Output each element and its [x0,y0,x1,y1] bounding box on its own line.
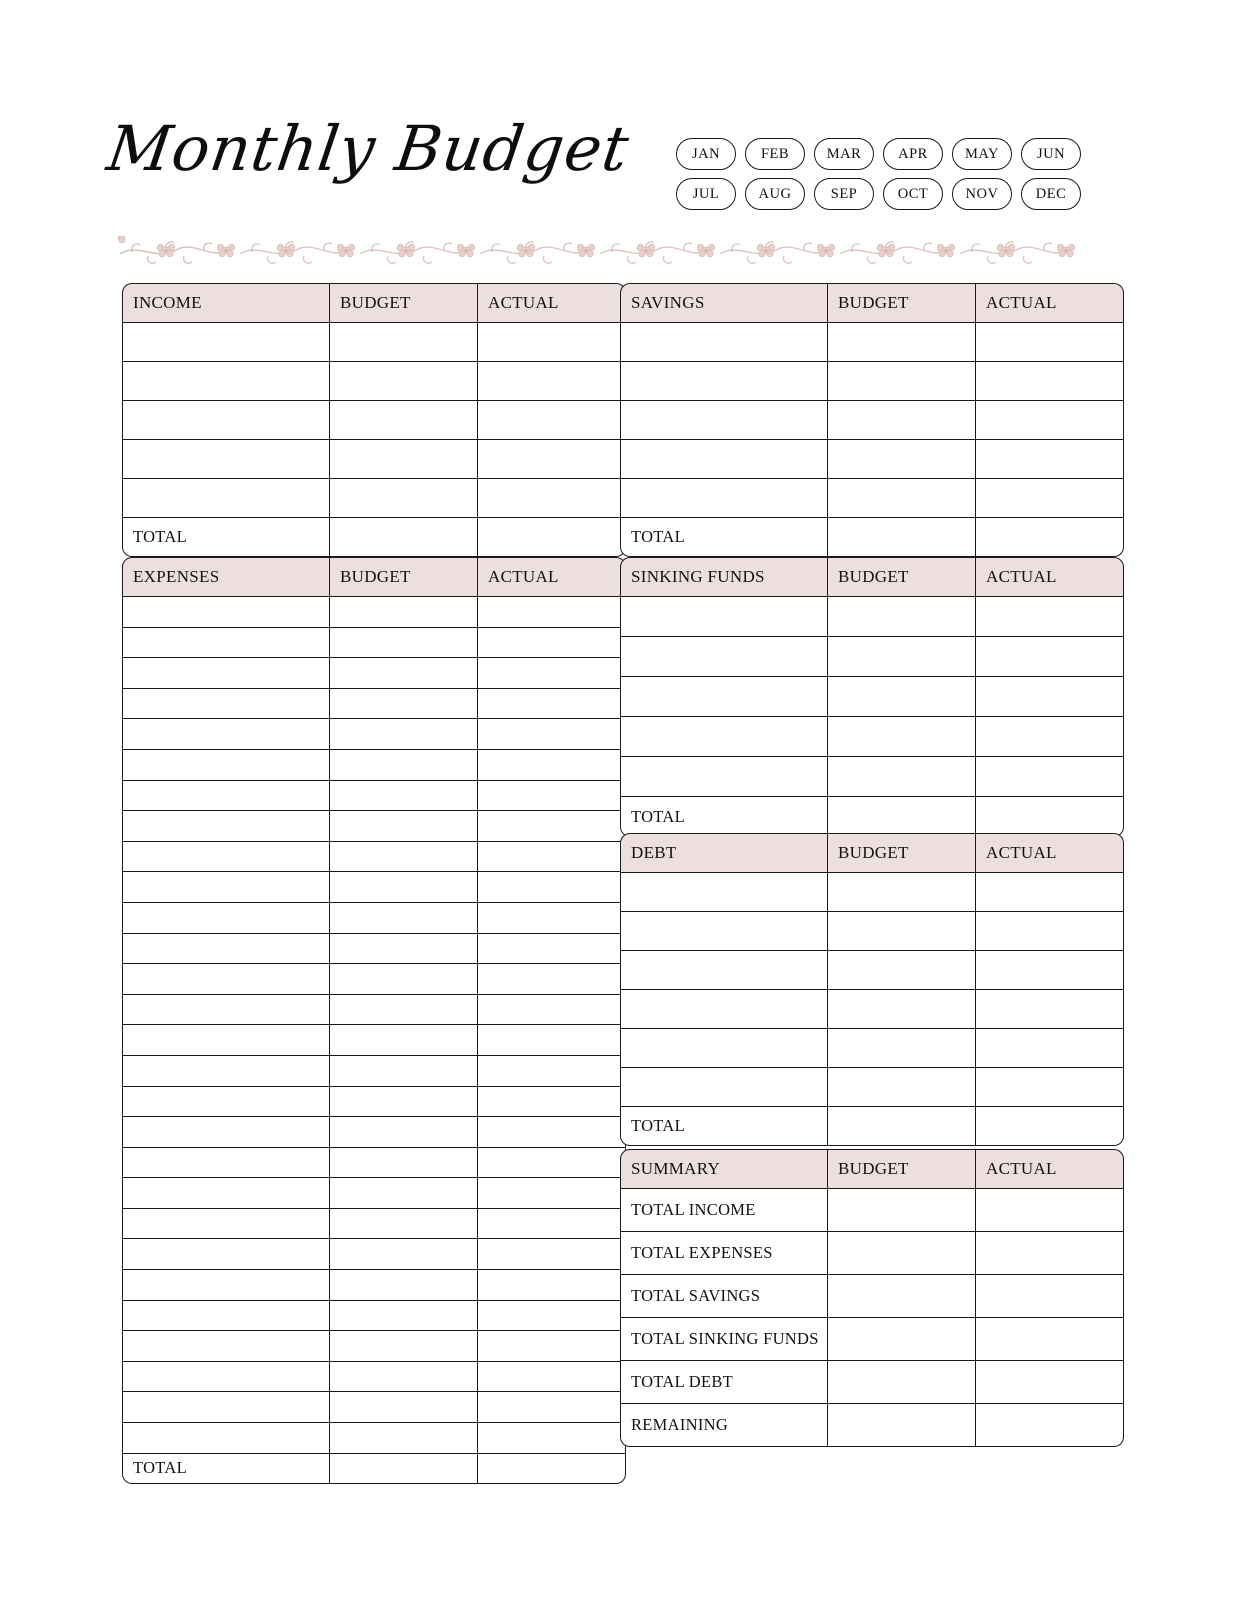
entry-budget-cell[interactable] [828,1029,976,1068]
summary-row [620,1318,1124,1361]
total-budget-cell[interactable] [828,518,976,557]
summary-row [620,1232,1124,1275]
income-table [122,283,592,557]
total-label: TOTAL [122,1454,330,1485]
entry-label-cell[interactable] [122,1270,330,1301]
total-budget-cell[interactable] [828,797,976,837]
table-row [122,719,626,750]
month-selector[interactable] [676,138,1096,218]
table-row [122,1056,626,1087]
total-label: TOTAL [620,1107,828,1146]
entry-actual-cell[interactable] [478,750,626,781]
entry-actual-cell[interactable] [478,1239,626,1270]
sinking-funds-rows [620,597,1124,837]
entry-label-cell[interactable] [620,637,828,677]
entry-budget-cell[interactable] [330,964,478,995]
entry-actual-cell[interactable] [478,597,626,628]
entry-label-cell[interactable] [122,934,330,965]
entry-budget-cell[interactable] [330,323,478,362]
entry-label-cell[interactable] [122,995,330,1026]
table-row [122,1178,626,1209]
entry-actual-cell[interactable] [478,401,626,440]
summary-budget-cell[interactable] [828,1318,976,1361]
entry-budget-cell[interactable] [330,1331,478,1362]
column-header-budget: BUDGET [828,283,976,323]
table-row [620,401,1124,440]
column-header-actual: ACTUAL [976,557,1124,597]
table-row [620,440,1124,479]
summary-row-label: TOTAL DEBT [620,1361,828,1404]
column-header-actual: ACTUAL [976,283,1124,323]
table-row [620,912,1124,951]
table-row [620,323,1124,362]
table-row [620,637,1124,677]
column-header-actual: ACTUAL [976,1149,1124,1189]
table-row [122,1331,626,1362]
entry-label-cell[interactable] [122,658,330,689]
entry-budget-cell[interactable] [330,1087,478,1118]
total-budget-cell[interactable] [330,518,478,557]
total-row [122,1454,626,1485]
summary-row-label: TOTAL SINKING FUNDS [620,1318,828,1361]
entry-actual-cell[interactable] [478,689,626,720]
entry-label-cell[interactable] [122,1331,330,1362]
entry-actual-cell[interactable] [976,717,1124,757]
column-header-actual: ACTUAL [478,283,626,323]
entry-budget-cell[interactable] [330,440,478,479]
total-budget-cell[interactable] [330,1454,478,1485]
page-title: Monthly Budget [102,112,634,185]
entry-label-cell[interactable] [122,1148,330,1179]
summary-row-label: REMAINING [620,1404,828,1447]
savings-title: SAVINGS [620,283,828,323]
entry-budget-cell[interactable] [330,934,478,965]
entry-label-cell[interactable] [620,479,828,518]
entry-budget-cell[interactable] [828,597,976,637]
entry-actual-cell[interactable] [478,934,626,965]
table-row [122,1301,626,1332]
table-row [122,903,626,934]
entry-label-cell[interactable] [620,990,828,1029]
summary-actual-cell[interactable] [976,1189,1124,1232]
expenses-rows [122,597,626,1484]
summary-actual-cell[interactable] [976,1318,1124,1361]
entry-actual-cell[interactable] [976,401,1124,440]
entry-budget-cell[interactable] [828,440,976,479]
entry-label-cell[interactable] [122,628,330,659]
month-chip-sep[interactable]: SEP [814,178,874,210]
entry-budget-cell[interactable] [330,781,478,812]
entry-actual-cell[interactable] [976,597,1124,637]
entry-label-cell[interactable] [122,323,330,362]
summary-row [620,1189,1124,1232]
expenses-title: EXPENSES [122,557,330,597]
table-row [122,1392,626,1423]
entry-actual-cell[interactable] [478,811,626,842]
entry-actual-cell[interactable] [478,628,626,659]
entry-label-cell[interactable] [122,1362,330,1393]
entry-actual-cell[interactable] [478,323,626,362]
summary-row-label: TOTAL EXPENSES [620,1232,828,1275]
entry-label-cell[interactable] [122,750,330,781]
column-header-budget: BUDGET [828,557,976,597]
entry-label-cell[interactable] [122,1301,330,1332]
summary-row-label: TOTAL SAVINGS [620,1275,828,1318]
entry-budget-cell[interactable] [330,872,478,903]
entry-actual-cell[interactable] [478,842,626,873]
sinking-funds-table [620,557,1090,837]
table-row [620,757,1124,797]
entry-actual-cell[interactable] [478,1148,626,1179]
table-row [122,750,626,781]
table-header-row [620,557,1124,597]
total-row [620,518,1124,557]
sinking-funds-title: SINKING FUNDS [620,557,828,597]
entry-budget-cell[interactable] [330,1423,478,1454]
entry-label-cell[interactable] [620,677,828,717]
entry-budget-cell[interactable] [828,637,976,677]
table-row [122,964,626,995]
entry-label-cell[interactable] [122,1392,330,1423]
summary-actual-cell[interactable] [976,1232,1124,1275]
entry-label-cell[interactable] [122,1178,330,1209]
month-chip-jun[interactable]: JUN [1021,138,1081,170]
page-header [0,0,1236,230]
income-rows [122,323,626,557]
summary-budget-cell[interactable] [828,1275,976,1318]
summary-row [620,1404,1124,1447]
entry-actual-cell[interactable] [478,362,626,401]
entry-label-cell[interactable] [122,872,330,903]
table-row [122,1270,626,1301]
entry-actual-cell[interactable] [976,362,1124,401]
table-row [122,872,626,903]
table-row [122,1117,626,1148]
entry-budget-cell[interactable] [828,951,976,990]
entry-actual-cell[interactable] [478,1331,626,1362]
entry-budget-cell[interactable] [828,401,976,440]
table-row [122,842,626,873]
entry-label-cell[interactable] [122,1087,330,1118]
table-row [122,1423,626,1454]
total-row [620,1107,1124,1146]
month-chip-mar[interactable]: MAR [814,138,874,170]
entry-label-cell[interactable] [122,1423,330,1454]
entry-label-cell[interactable] [122,1239,330,1270]
entry-label-cell[interactable] [122,597,330,628]
total-actual-cell[interactable] [976,1107,1124,1146]
month-row-2 [676,178,1096,210]
entry-actual-cell[interactable] [478,1117,626,1148]
table-row [122,1025,626,1056]
summary-row [620,1361,1124,1404]
total-label: TOTAL [620,797,828,837]
entry-budget-cell[interactable] [330,1392,478,1423]
table-row [122,597,626,628]
table-row [122,1087,626,1118]
debt-table [620,833,1090,1146]
total-budget-cell[interactable] [828,1107,976,1146]
entry-label-cell[interactable] [122,689,330,720]
entry-actual-cell[interactable] [478,1362,626,1393]
entry-budget-cell[interactable] [330,811,478,842]
month-chip-aug[interactable]: AUG [745,178,805,210]
entry-budget-cell[interactable] [330,750,478,781]
entry-label-cell[interactable] [620,597,828,637]
entry-label-cell[interactable] [122,362,330,401]
summary-actual-cell[interactable] [976,1404,1124,1447]
entry-budget-cell[interactable] [828,990,976,1029]
summary-budget-cell[interactable] [828,1232,976,1275]
entry-budget-cell[interactable] [330,1270,478,1301]
savings-rows [620,323,1124,557]
column-header-budget: BUDGET [330,557,478,597]
entry-actual-cell[interactable] [478,1270,626,1301]
entry-label-cell[interactable] [122,903,330,934]
entry-actual-cell[interactable] [976,479,1124,518]
entry-actual-cell[interactable] [976,951,1124,990]
column-header-budget: BUDGET [828,1149,976,1189]
total-actual-cell[interactable] [478,1454,626,1485]
entry-budget-cell[interactable] [330,628,478,659]
total-actual-cell[interactable] [478,518,626,557]
entry-budget-cell[interactable] [828,1068,976,1107]
entry-budget-cell[interactable] [330,597,478,628]
entry-budget-cell[interactable] [330,903,478,934]
summary-row-label: TOTAL INCOME [620,1189,828,1232]
debt-rows [620,873,1124,1146]
entry-budget-cell[interactable] [828,717,976,757]
entry-actual-cell[interactable] [976,990,1124,1029]
entry-actual-cell[interactable] [478,440,626,479]
column-header-budget: BUDGET [828,833,976,873]
entry-actual-cell[interactable] [478,1392,626,1423]
entry-label-cell[interactable] [620,757,828,797]
entry-label-cell[interactable] [620,873,828,912]
entry-budget-cell[interactable] [828,873,976,912]
month-chip-dec[interactable]: DEC [1021,178,1081,210]
entry-actual-cell[interactable] [478,1178,626,1209]
entry-actual-cell[interactable] [976,677,1124,717]
summary-actual-cell[interactable] [976,1361,1124,1404]
table-row [620,990,1124,1029]
entry-budget-cell[interactable] [330,1117,478,1148]
table-row [122,1209,626,1240]
table-row [122,1239,626,1270]
summary-budget-cell[interactable] [828,1189,976,1232]
entry-label-cell[interactable] [620,1029,828,1068]
table-row [122,934,626,965]
entry-actual-cell[interactable] [478,872,626,903]
summary-table [620,1149,1090,1447]
month-chip-oct[interactable]: OCT [883,178,943,210]
table-row [122,323,626,362]
entry-budget-cell[interactable] [330,1209,478,1240]
entry-label-cell[interactable] [122,1025,330,1056]
entry-actual-cell[interactable] [976,912,1124,951]
entry-actual-cell[interactable] [478,1056,626,1087]
table-header-row [620,833,1124,873]
table-row [620,1029,1124,1068]
entry-actual-cell[interactable] [976,637,1124,677]
entry-actual-cell[interactable] [478,781,626,812]
entry-budget-cell[interactable] [828,323,976,362]
income-title: INCOME [122,283,330,323]
table-row [122,440,626,479]
entry-budget-cell[interactable] [330,1239,478,1270]
summary-budget-cell[interactable] [828,1361,976,1404]
table-row [122,995,626,1026]
entry-budget-cell[interactable] [330,401,478,440]
total-label: TOTAL [122,518,330,557]
month-chip-feb[interactable]: FEB [745,138,805,170]
table-row [620,873,1124,912]
table-row [620,951,1124,990]
entry-actual-cell[interactable] [478,719,626,750]
table-row [620,717,1124,757]
entry-actual-cell[interactable] [976,757,1124,797]
entry-budget-cell[interactable] [330,1148,478,1179]
entry-actual-cell[interactable] [478,658,626,689]
table-row [122,689,626,720]
month-chip-jul[interactable]: JUL [676,178,736,210]
month-row-1 [676,138,1096,170]
table-row [620,479,1124,518]
summary-budget-cell[interactable] [828,1404,976,1447]
entry-label-cell[interactable] [620,440,828,479]
month-chip-nov[interactable]: NOV [952,178,1012,210]
entry-label-cell[interactable] [620,951,828,990]
entry-label-cell[interactable] [122,1117,330,1148]
summary-actual-cell[interactable] [976,1275,1124,1318]
entry-actual-cell[interactable] [976,440,1124,479]
table-row [620,362,1124,401]
table-row [122,658,626,689]
table-row [122,811,626,842]
entry-budget-cell[interactable] [330,842,478,873]
entry-budget-cell[interactable] [330,362,478,401]
table-row [122,781,626,812]
table-row [122,1148,626,1179]
entry-budget-cell[interactable] [828,677,976,717]
month-chip-may[interactable]: MAY [952,138,1012,170]
entry-label-cell[interactable] [620,323,828,362]
entry-actual-cell[interactable] [976,873,1124,912]
table-row [122,401,626,440]
entry-budget-cell[interactable] [330,479,478,518]
entry-budget-cell[interactable] [330,689,478,720]
entry-budget-cell[interactable] [330,995,478,1026]
entry-label-cell[interactable] [122,479,330,518]
month-chip-apr[interactable]: APR [883,138,943,170]
total-actual-cell[interactable] [976,518,1124,557]
entry-actual-cell[interactable] [478,995,626,1026]
entry-actual-cell[interactable] [478,903,626,934]
table-header-row [620,1149,1124,1189]
table-row [122,362,626,401]
debt-title: DEBT [620,833,828,873]
entry-budget-cell[interactable] [330,658,478,689]
entry-label-cell[interactable] [620,912,828,951]
entry-actual-cell[interactable] [976,323,1124,362]
column-header-budget: BUDGET [330,283,478,323]
entry-budget-cell[interactable] [828,362,976,401]
total-row [122,518,626,557]
entry-label-cell[interactable] [122,964,330,995]
total-label: TOTAL [620,518,828,557]
entry-actual-cell[interactable] [478,1301,626,1332]
entry-label-cell[interactable] [122,811,330,842]
summary-title: SUMMARY [620,1149,828,1189]
entry-actual-cell[interactable] [478,1087,626,1118]
table-row [620,1068,1124,1107]
month-chip-jan[interactable]: JAN [676,138,736,170]
expenses-table [122,557,592,1484]
entry-label-cell[interactable] [620,362,828,401]
entry-label-cell[interactable] [122,440,330,479]
table-header-row [122,557,626,597]
entry-label-cell[interactable] [122,1209,330,1240]
entry-actual-cell[interactable] [478,1209,626,1240]
savings-table [620,283,1090,557]
entry-budget-cell[interactable] [828,757,976,797]
entry-budget-cell[interactable] [330,719,478,750]
table-header-row [620,283,1124,323]
table-row [620,677,1124,717]
entry-budget-cell[interactable] [330,1362,478,1393]
entry-budget-cell[interactable] [828,912,976,951]
entry-label-cell[interactable] [122,842,330,873]
entry-label-cell[interactable] [122,401,330,440]
entry-budget-cell[interactable] [330,1025,478,1056]
entry-label-cell[interactable] [122,1056,330,1087]
total-row [620,797,1124,837]
table-row [122,628,626,659]
entry-label-cell[interactable] [620,401,828,440]
entry-label-cell[interactable] [620,1068,828,1107]
entry-actual-cell[interactable] [478,1423,626,1454]
column-header-actual: ACTUAL [478,557,626,597]
summary-rows [620,1189,1124,1447]
table-row [122,1362,626,1393]
entry-budget-cell[interactable] [828,479,976,518]
entry-actual-cell[interactable] [478,479,626,518]
column-header-actual: ACTUAL [976,833,1124,873]
entry-actual-cell[interactable] [478,964,626,995]
total-actual-cell[interactable] [976,797,1124,837]
floral-divider-icon [118,236,1098,268]
entry-label-cell[interactable] [620,717,828,757]
entry-actual-cell[interactable] [976,1068,1124,1107]
table-row [122,479,626,518]
summary-row [620,1275,1124,1318]
entry-actual-cell[interactable] [478,1025,626,1056]
entry-budget-cell[interactable] [330,1178,478,1209]
entry-actual-cell[interactable] [976,1029,1124,1068]
entry-label-cell[interactable] [122,781,330,812]
entry-label-cell[interactable] [122,719,330,750]
entry-budget-cell[interactable] [330,1056,478,1087]
table-row [620,597,1124,637]
entry-budget-cell[interactable] [330,1301,478,1332]
table-header-row [122,283,626,323]
